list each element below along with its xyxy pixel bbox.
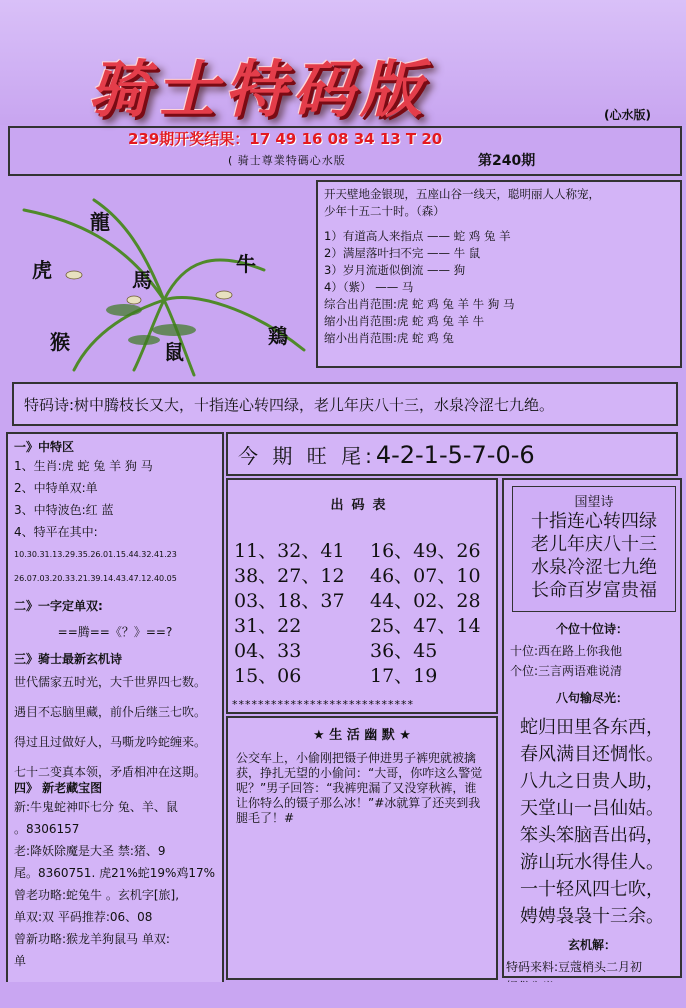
number-cell: 03、18、37 [234, 590, 345, 612]
list-item: 1、生肖:虎 蛇 兔 羊 狗 马 [14, 459, 153, 473]
list-item: 2、中特单双:单 [14, 481, 98, 495]
treasure-line: 单双:双 平码推荐:06、08 [14, 910, 153, 924]
number-cell: 38、27、12 [234, 565, 345, 587]
prophecy-intro: 少年十五二十时。（森） [324, 204, 445, 218]
treasure-line: 曾新功略:猴龙羊狗鼠马 单双: [14, 932, 170, 946]
list-item: 4、特平在其中: [14, 525, 98, 539]
verse-line: 娉娉袅袅十三余。 [520, 906, 664, 927]
prophecy-box [316, 180, 682, 368]
number-cell: 17、19 [370, 665, 438, 687]
prophecy-range: 缩小出肖范围:虎 蛇 鸡 兔 羊 牛 [324, 314, 485, 328]
prophecy-item: 3）岁月流逝似倒流 —— 狗 [324, 263, 466, 277]
treasure-line: 尾。8360751. 虎21%蛇19%鸡17% [14, 866, 216, 880]
poem-line: 长命百岁富贵福 [531, 580, 657, 601]
poem-line: 老儿年庆八十三 [531, 534, 657, 555]
masthead-title: 骑士特码版 [88, 53, 429, 126]
number-cell: 16、49、26 [370, 540, 481, 562]
number-cell: 46、07、10 [370, 565, 481, 587]
verse-line: 世代儒家五时光，大千世界四七数。 [14, 675, 207, 689]
treasure-line: 曾老功略:蛇兔牛 。玄机字[旅], [14, 888, 180, 902]
number-cell: 25、47、14 [370, 615, 481, 637]
joke-text: 公交车上，小偷刚把镊子伸进男子裤兜就被擒获，挣扎无望的小偷问：“大哥，你咋这么警觉呢？”男子回答：“我裤兜漏了又没穿秋裤，谁让你特么的镊子那么冰！”#冰就算了还夹到我腿毛了！# [236, 751, 483, 825]
joke-panel [226, 716, 498, 980]
xuanji-title: 玄机解： [567, 938, 616, 952]
right-column [502, 478, 682, 978]
header-left-border [8, 126, 10, 176]
number-cell: 44、02、28 [370, 590, 481, 612]
treasure-line: 单 [14, 954, 27, 968]
prophecy-item: 1）有道高人来指点 —— 蛇 鸡 兔 羊 [324, 229, 511, 243]
number-list: 26.07.03.20.33.21.39.14.43.47.12.40.05 [14, 574, 177, 583]
bottom-strip [0, 982, 686, 1008]
verse-line: 一十轻风四七吹， [520, 879, 664, 900]
verse-line: 蛇归田里各东西， [520, 717, 664, 738]
section-title: 二》一字定单双: [14, 599, 103, 613]
list-item: 3、中特波色:红 蓝 [14, 503, 114, 517]
poem-line: 十指连心转四绿 [531, 511, 657, 532]
prophecy-intro: 开天壁地金银现，五座山谷一线天，聪明丽人人称宠， [324, 187, 600, 201]
numbers-title: 出码表 [330, 498, 394, 513]
prophecy-range: 综合出肖范围:虎 蛇 鸡 兔 羊 牛 狗 马 [324, 297, 515, 311]
number-cell: 04、33 [234, 640, 302, 662]
verse-line: 七十二变真本领，矛盾相冲在这期。 [14, 765, 207, 779]
prophecy-item: 2）满屋落叶扫不完 —— 牛 鼠 [324, 246, 481, 260]
section-title: 一》中特区 [14, 440, 75, 454]
guowang-title: 国望诗 [574, 495, 614, 510]
number-list: 10.30.31.13.29.35.26.01.15.44.32.41.23 [14, 550, 177, 559]
lucky-tail-bar [226, 432, 678, 476]
joke-title: ★ 生 活 幽 默 ★ [313, 728, 411, 743]
zodiac-rooster: 鶏 [268, 324, 288, 348]
verse-line: 得过且过做好人，马嘶龙吟蛇缠来。 [14, 735, 207, 749]
zodiac-ox: 牛 [236, 252, 256, 276]
digit-title: 个位十位诗： [555, 622, 628, 636]
verse-line: 游山玩水得佳人。 [520, 852, 664, 873]
treasure-line: 。8306157 [14, 822, 80, 836]
zodiac-tiger: 虎 [32, 258, 52, 282]
verse-line: 笨头笨脑吾出码， [520, 825, 664, 846]
digit-row: 十位:西在路上你我他 [510, 644, 623, 658]
zodiac-rat: 鼠 [164, 340, 184, 364]
number-cell: 11、32、41 [234, 540, 345, 562]
treasure-line: 老:降妖除魔是大圣 禁:猪、9 [14, 844, 166, 858]
zodiac-illustration [14, 180, 314, 380]
prophecy-range: 缩小出肖范围:虎 蛇 鸡 兔 [324, 331, 454, 345]
subtitle: ( 骑士尊業特碼心水版 [228, 154, 346, 167]
edition-badge: (心水版) [604, 108, 651, 122]
numbers-table [226, 478, 498, 714]
special-code-poem: 特码诗:树中腾枝长又大，十指连心转四绿，老儿年庆八十三，水泉冷涩七九绝。 [12, 382, 678, 426]
zodiac-dragon: 龍 [90, 210, 110, 234]
prophecy-item: 4）（紫） —— 马 [324, 280, 414, 294]
zodiac-horse: 馬 [132, 268, 152, 292]
issue-number: 第240期 [478, 153, 536, 169]
zodiac-monkey: 猴 [50, 330, 70, 354]
section-title: 三》骑士最新玄机诗 [14, 652, 123, 666]
header-bottom-rule [8, 174, 682, 176]
number-cell: 31、22 [234, 615, 302, 637]
verse-line: 八九之日贵人助， [520, 771, 664, 792]
guowang-poem [512, 486, 676, 612]
digit-row: 个位:三言两语难说清 [510, 664, 623, 678]
verse-line: 天堂山一吕仙姑。 [520, 798, 664, 819]
poem-line: 水泉冷涩七九绝 [531, 557, 657, 578]
header-right-border [680, 126, 682, 176]
verse-line: 遇目不忘脑里藏，前仆后继三七吹。 [14, 705, 207, 719]
divider: **************************** [232, 698, 414, 711]
treasure-line: 新:牛鬼蛇神吓七分 兔、羊、鼠 [14, 800, 178, 814]
result-line: 239期开奖结果：17 49 16 08 34 13 T 20 [128, 130, 443, 148]
tail-label: 今 期 旺 尾: [238, 444, 376, 468]
tail-value: 4-2-1-5-7-0-6 [375, 441, 535, 469]
section-title: 四》 新老藏宝图 [14, 781, 103, 795]
eight-title: 八句输尽光： [555, 691, 628, 705]
number-cell: 36、45 [370, 640, 438, 662]
xuanji-row: 特码来料:豆蔻梢头二月初 [506, 960, 643, 974]
single-double-hint: ==腾==《？》==? [57, 625, 173, 639]
verse-line: 春风满目还惆怅。 [520, 744, 664, 765]
left-column [6, 432, 224, 1002]
number-cell: 15、06 [234, 665, 302, 687]
